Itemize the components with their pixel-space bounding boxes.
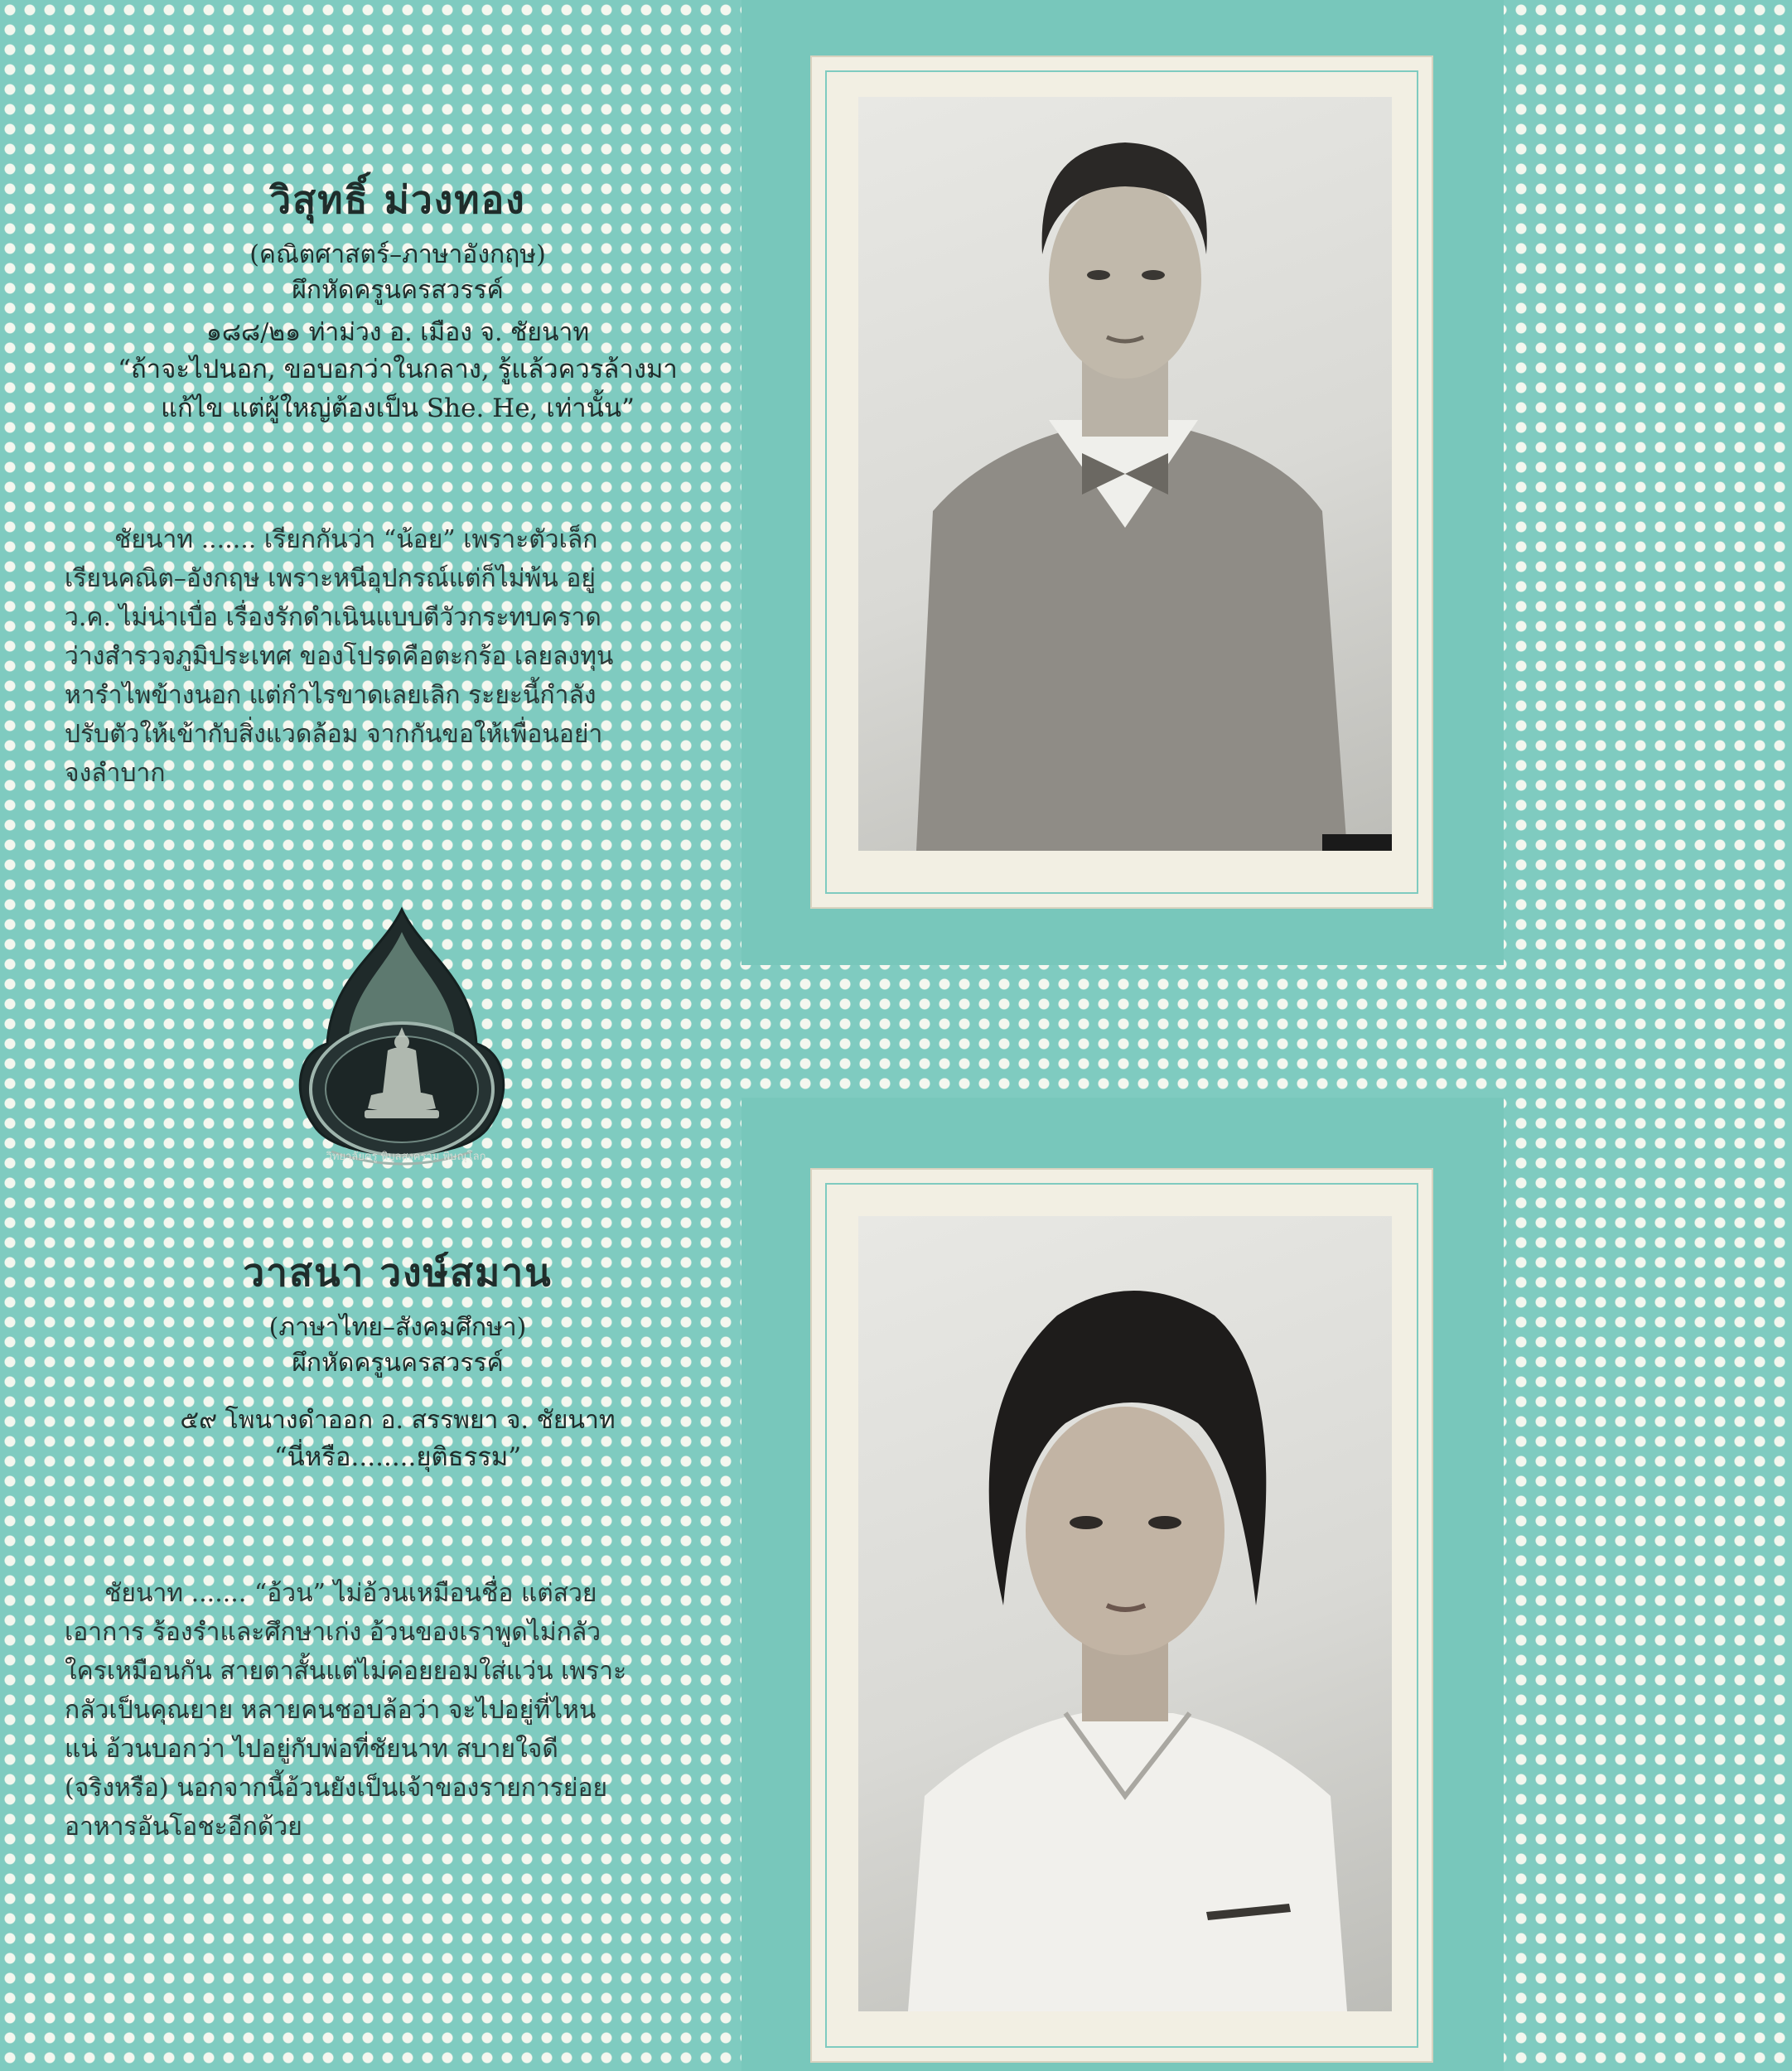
student-2-bio-line: ใครเหมือนกัน สายตาสั้นแต่ไม่ค่อยยอมใส่แว่น เพราะ (65, 1657, 627, 1686)
portrait-photo-student-1 (858, 97, 1392, 851)
student-2-major: (ภาษาไทย–สังคมศึกษา) (268, 1313, 527, 1342)
student-1-bio-line: หารำไพข้างนอก แต่กำไรขาดเลยเลิก ระยะนี้กำลัง (65, 681, 597, 710)
portrait-silhouette-male (858, 97, 1392, 851)
student-1-motto-line-2: แก้ไข แต่ผู้ใหญ่ต้องเป็น She. He, เท่านั้น” (161, 393, 635, 423)
student-1-bio-line: ว่างสำรวจภูมิประเทศ ของโปรดคือตะกร้อ เลยลงทุน (65, 642, 614, 671)
student-1-bio-line: จงลำบาก (65, 759, 166, 788)
student-1-address: ๑๘๘/๒๑ ท่าม่วง อ. เมือง จ. ชัยนาท (205, 318, 590, 347)
student-2-name: วาสนา วงษ์สมาน (243, 1250, 553, 1295)
photo-mount-student-2 (810, 1168, 1433, 2063)
portrait-photo-student-2 (858, 1216, 1392, 2011)
student-2-bio-line: กลัวเป็นคุณยาย หลายคนชอบล้อว่า จะไปอยู่ที่ไหน (65, 1696, 597, 1725)
student-2-bio-line: (จริงหรือ) นอกจากนี้อ้วนยังเป็นเจ้าของรายการย่อย (65, 1774, 608, 1803)
student-2-bio-line: แน่ อ้วนบอกว่า ไปอยู่กับพ่อที่ชัยนาท สบายใจดี (65, 1735, 558, 1764)
student-2-program: ผึกหัดครูนครสวรรค์ (292, 1349, 504, 1378)
student-1-name: วิสุทธิ์ ม่วงทอง (269, 177, 526, 222)
student-2-address: ๕๙ โพนางดำออก อ. สรรพยา จ. ชัยนาท (180, 1406, 616, 1435)
student-2-motto: “นี่หรือ........ยุติธรรม” (273, 1442, 522, 1472)
photo-mount-student-1 (810, 56, 1433, 909)
student-2-bio-line: ชัยนาท ....... “อ้วน” ไม่อ้วนเหมือนชื่อ แต่สวย (104, 1579, 597, 1608)
student-1-bio-line: ว.ค. ไม่น่าเบื่อ เรื่องรักดำเนินแบบตีวัวกระทบคราด (65, 603, 601, 632)
student-2-header (58, 1243, 737, 1477)
student-1-header (58, 170, 737, 428)
student-2-bio (65, 1574, 732, 1847)
student-1-bio-line: ปรับตัวให้เข้ากับสิ่งแวดล้อม จากกันขอให้เพื่อนอย่า (65, 720, 603, 749)
student-1-program: ผึกหัดครูนครสวรรค์ (292, 276, 504, 305)
student-2-bio-line: อาหารอันโอชะอีกด้วย (65, 1813, 302, 1842)
seal-text: วิทยาลัยครู พิบูลสงคราม พิษณุโลก (326, 1151, 486, 1163)
student-1-motto-line-1: “ถ้าจะไปนอก, ขอบอกว่าในกลาง, รู้แล้วควรล้างมา (118, 355, 678, 384)
student-2-bio-line: เอาการ ร้องรำและศึกษาเก่ง อ้วนของเราพูดไม่กลัว (65, 1618, 601, 1647)
portrait-silhouette-female (858, 1216, 1392, 2011)
student-1-bio (65, 520, 732, 793)
student-1-bio-line: ชัยนาท ....... เรียกกันว่า “น้อย” เพราะตัวเล็ก (114, 525, 598, 554)
student-1-bio-line: เรียนคณิต–อังกฤษ เพราะหนีอุปกรณ์แต่ก็ไม่พ้น อยู่ (65, 564, 596, 593)
college-seal-icon (282, 903, 522, 1176)
student-1-major: (คณิตศาสตร์–ภาษาอังกฤษ) (249, 240, 546, 269)
